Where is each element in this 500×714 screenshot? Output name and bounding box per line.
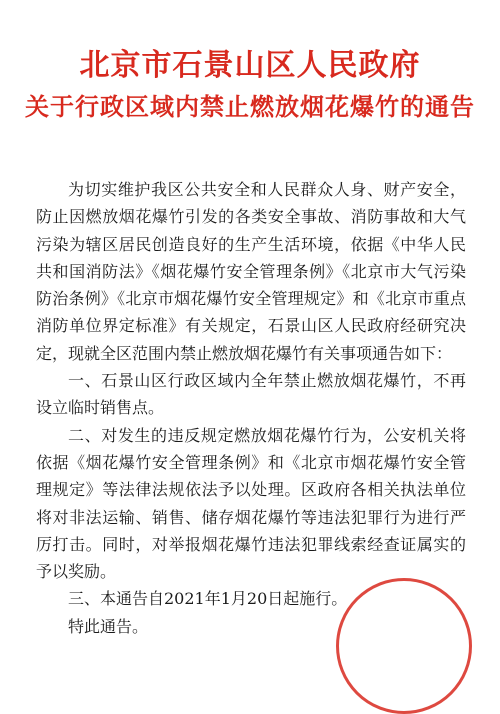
official-seal-stamp [336, 578, 472, 714]
clause-one-paragraph: 一、石景山区行政区域内全年禁止燃放烟花爆竹，不再设立临时销售点。 [36, 371, 466, 418]
notice-body [36, 176, 466, 640]
issuer-title: 北京市石景山区人民政府 [79, 48, 421, 83]
notice-title: 关于行政区域内禁止燃放烟花爆竹的通告 [25, 92, 475, 121]
clause-two-paragraph: 二、对发生的违反规定燃放烟花爆竹行为，公安机关将依据《烟花爆竹安全管理条例》和《北京市烟花爆竹安全管理规定》等法律法规依法予以处理。区政府各相关执法单位将对非法运输、销售、储存烟花爆竹等违法犯罪行为进行严厉打击。同时，对举报烟花爆竹违法犯罪线索经查证属实的予以奖励。 [36, 425, 466, 582]
closing-paragraph: 特此通告。 [68, 616, 149, 636]
intro-paragraph: 为切实维护我区公共安全和人民群众人身、财产安全，防止因燃放烟花爆竹引发的各类安全事故、消防事故和大气污染为辖区居民创造良好的生产生活环境，依据《中华人民共和国消防法》《烟花爆竹安全管理条例》《北京市大气污染防治条例》《北京市烟花爆竹安全管理规定》和《北京市重点消防单位界定标准》有关规定，石景山区人民政府经研究决定，现就全区范围内禁止燃放烟花爆竹有关事项通告如下： [36, 180, 466, 363]
clause-three-paragraph: 三、本通告自2021年1月20日起施行。 [68, 589, 348, 609]
